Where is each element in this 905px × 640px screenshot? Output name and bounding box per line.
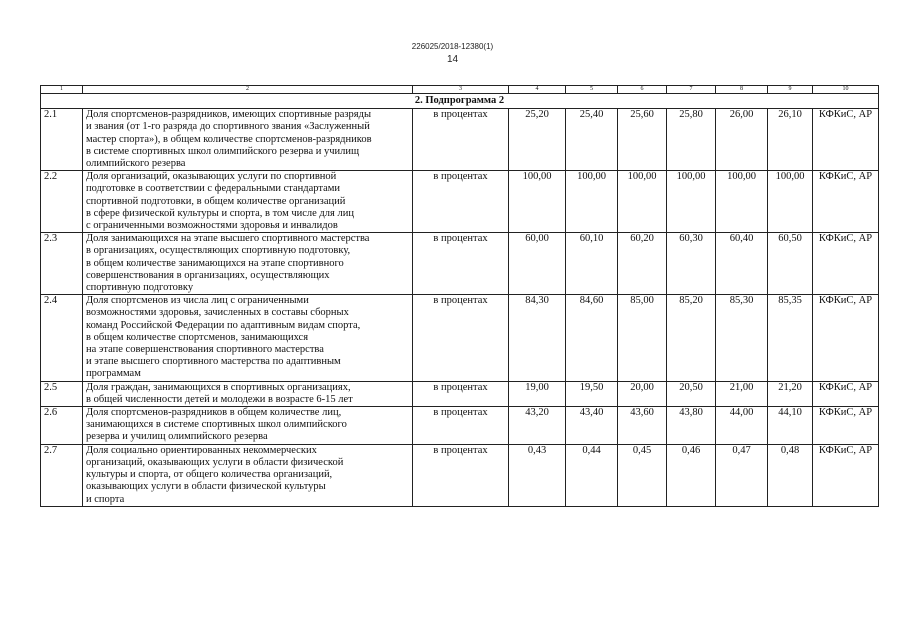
indicator-number: 2.2 [41,171,83,233]
column-number: 6 [618,86,667,94]
value-cell: 0,43 [509,444,566,506]
description-line: Доля спортсменов-разрядников, имеющих спортивные разряды [86,109,372,121]
value-cell: 84,30 [509,295,566,381]
value-cell: 0,45 [618,444,667,506]
responsible-cell: КФКиС, АР [813,407,879,445]
description-line: Доля занимающихся на этапе высшего спортивного мастерства [86,233,370,245]
description-line: резерва и училищ олимпийского резерва [86,431,268,443]
value-cell: 85,20 [667,295,716,381]
description-line: Доля спортсменов из числа лиц с ограниченными [86,295,309,307]
section-title: 2. Подпрограмма 2 [41,94,879,109]
unit-cell: в процентах [413,407,509,445]
table-body [41,86,879,507]
description-line: в организациях, осуществляющих спортивную подготовку, [86,245,351,257]
column-number: 4 [509,86,566,94]
indicator-description [83,171,413,233]
description-line: занимающихся в системе спортивных школ олимпийского [86,419,347,431]
description-line: культуры и спорта, от общего количества организаций, [86,469,333,481]
value-cell: 85,00 [618,295,667,381]
value-cell: 60,40 [716,233,768,295]
value-cell: 100,00 [618,171,667,233]
responsible-cell: КФКиС, АР [813,381,879,406]
indicator-description [83,295,413,381]
value-cell: 100,00 [768,171,813,233]
description-line: программам [86,368,141,380]
value-cell: 21,20 [768,381,813,406]
column-number: 1 [41,86,83,94]
value-cell: 44,10 [768,407,813,445]
value-cell: 25,80 [667,109,716,171]
value-cell: 60,50 [768,233,813,295]
description-line: и этапе высшего спортивного мастерства по адаптивным [86,356,341,368]
value-cell: 84,60 [566,295,618,381]
description-line: в системе спортивных школ олимпийского резерва и училищ [86,145,360,157]
section-row [41,94,879,109]
column-number: 10 [813,86,879,94]
description-line: совершенствования в организациях, осуществляющих [86,269,330,281]
indicator-number: 2.1 [41,109,83,171]
description-line: мастер спорта»), в общем количестве спортсменов-разрядников [86,133,372,145]
indicator-description [83,381,413,406]
description-line: Доля социально ориентированных некоммерческих [86,444,317,456]
unit-cell: в процентах [413,171,509,233]
value-cell: 44,00 [716,407,768,445]
indicator-description [83,407,413,445]
value-cell: 43,20 [509,407,566,445]
value-cell: 19,00 [509,381,566,406]
value-cell: 26,10 [768,109,813,171]
description-line: Доля организаций, оказывающих услуги по спортивной [86,171,337,183]
description-line: подготовке в соответствии с федеральными стандартами [86,183,341,195]
description-line: организаций, оказывающих услуги в области физической [86,456,344,468]
value-cell: 26,00 [716,109,768,171]
description-line: спортивной подготовки, в общем количестве организаций [86,195,346,207]
description-line: оказывающих услуги в области физической культуры [86,481,326,493]
table-row [41,444,879,506]
value-cell: 60,20 [618,233,667,295]
value-cell: 100,00 [566,171,618,233]
value-cell: 20,00 [618,381,667,406]
table-row [41,407,879,445]
value-cell: 21,00 [716,381,768,406]
value-cell: 0,46 [667,444,716,506]
unit-cell: в процентах [413,444,509,506]
indicators-table [40,85,879,507]
indicator-description [83,109,413,171]
value-cell: 0,48 [768,444,813,506]
table-row [41,233,879,295]
description-line: на этапе совершенствования спортивного мастерства [86,344,324,356]
column-number: 8 [716,86,768,94]
value-cell: 60,00 [509,233,566,295]
description-line: Доля спортсменов-разрядников в общем количестве лиц, [86,407,342,419]
table-row [41,295,879,381]
description-line: олимпийского резерва [86,158,186,170]
indicator-number: 2.7 [41,444,83,506]
value-cell: 25,20 [509,109,566,171]
value-cell: 25,60 [618,109,667,171]
responsible-cell: КФКиС, АР [813,444,879,506]
value-cell: 0,47 [716,444,768,506]
value-cell: 20,50 [667,381,716,406]
indicator-number: 2.5 [41,381,83,406]
value-cell: 60,30 [667,233,716,295]
value-cell: 43,40 [566,407,618,445]
description-line: команд Российской Федерации по адаптивным видам спорта, [86,319,361,331]
responsible-cell: КФКиС, АР [813,171,879,233]
indicator-number: 2.4 [41,295,83,381]
description-line: Доля граждан, занимающихся в спортивных организациях, [86,381,351,393]
description-line: в общей численности детей и молодежи в возрасте 6-15 лет [86,393,353,405]
value-cell: 85,30 [716,295,768,381]
page-number: 14 [446,54,459,65]
unit-cell: в процентах [413,109,509,171]
description-line: в сфере физической культуры и спорта, в том числе для лиц [86,207,354,219]
value-cell: 100,00 [667,171,716,233]
value-cell: 0,44 [566,444,618,506]
responsible-cell: КФКиС, АР [813,109,879,171]
value-cell: 25,40 [566,109,618,171]
document-number: 226025/2018-12380(1) [411,42,494,51]
description-line: спортивную подготовку [86,282,194,294]
description-line: в общем количестве спортсменов, занимающихся [86,331,309,343]
description-line: в общем количестве занимающихся на этапе спортивного [86,257,344,269]
indicator-description [83,233,413,295]
value-cell: 43,60 [618,407,667,445]
column-number: 2 [83,86,413,94]
value-cell: 60,10 [566,233,618,295]
unit-cell: в процентах [413,381,509,406]
unit-cell: в процентах [413,295,509,381]
value-cell: 100,00 [716,171,768,233]
responsible-cell: КФКиС, АР [813,295,879,381]
table-row [41,171,879,233]
responsible-cell: КФКиС, АР [813,233,879,295]
column-number: 3 [413,86,509,94]
description-line: возможностями здоровья, зачисленных в составы сборных [86,307,349,319]
value-cell: 85,35 [768,295,813,381]
unit-cell: в процентах [413,233,509,295]
value-cell: 100,00 [509,171,566,233]
column-number: 7 [667,86,716,94]
indicator-number: 2.6 [41,407,83,445]
table-row [41,381,879,406]
table-row [41,109,879,171]
description-line: с ограниченными возможностями здоровья и инвалидов [86,220,338,232]
description-line: и спорта [86,493,125,505]
indicator-description [83,444,413,506]
description-line: и звания (от 1-го разряда до спортивного звания «Заслуженный [86,121,370,133]
column-number: 9 [768,86,813,94]
column-number-row [41,86,879,94]
column-number: 5 [566,86,618,94]
indicator-number: 2.3 [41,233,83,295]
value-cell: 43,80 [667,407,716,445]
value-cell: 19,50 [566,381,618,406]
